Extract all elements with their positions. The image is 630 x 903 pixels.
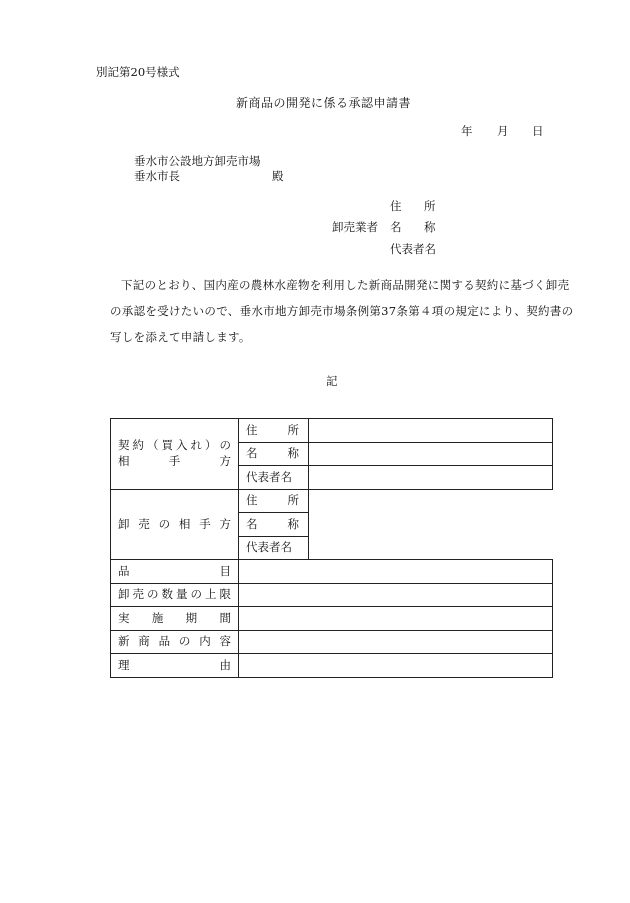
label-char: 称 — [287, 446, 299, 460]
label-char: 住 — [246, 493, 258, 507]
label-char: の — [178, 634, 191, 648]
applicant-address-label-2: 所 — [424, 199, 436, 213]
reason-field[interactable] — [239, 654, 553, 678]
label-char: 目 — [219, 563, 231, 578]
label-char: 品 — [158, 634, 171, 648]
partner-sale-blank-area — [309, 489, 553, 560]
partner-sale-char: 方 — [219, 516, 231, 531]
table-row — [111, 419, 553, 443]
table-row — [111, 489, 553, 513]
label-char: 内 — [199, 634, 211, 648]
partner-sale-char: 売 — [138, 516, 150, 531]
table-row — [111, 583, 553, 607]
partner-purchase-char: れ — [190, 437, 202, 452]
product-content-field[interactable] — [239, 630, 553, 654]
table-row — [111, 607, 553, 631]
table-row — [111, 630, 553, 654]
partner-sale-representative-label: 代表者名 — [239, 536, 309, 560]
label-char: 理 — [118, 657, 130, 672]
label-char: 量 — [176, 587, 188, 601]
partner-sale-label — [111, 489, 239, 560]
partner-purchase-char: 買 — [161, 437, 173, 452]
date-year-label: 年 — [461, 124, 473, 138]
label-char: 施 — [151, 610, 164, 625]
partner-sale-address-label — [239, 489, 309, 513]
partner-purchase-char: （ — [147, 437, 159, 452]
label-char: 名 — [246, 516, 258, 531]
product-content-label — [111, 630, 239, 654]
partner-purchase-label — [111, 419, 239, 490]
partner-purchase-address-label — [239, 419, 309, 443]
partner-purchase-char: 入 — [176, 437, 188, 452]
label-char: 称 — [287, 516, 299, 531]
partner-sale-char: 相 — [178, 516, 191, 531]
label-char: 数 — [161, 587, 173, 601]
partner-sale-char: 手 — [199, 516, 211, 531]
addressee-honorific: 殿 — [272, 169, 284, 183]
partner-sale-name-label — [239, 513, 309, 537]
ki-marker: 記 — [326, 374, 338, 388]
label-char: 間 — [219, 610, 231, 625]
label-char: 期 — [185, 610, 198, 625]
reason-label — [111, 654, 239, 678]
label-char: 品 — [118, 563, 130, 578]
partner-sale-char: 卸 — [118, 516, 130, 531]
period-field[interactable] — [239, 607, 553, 631]
quantity-limit-label — [111, 583, 239, 607]
label-char: 新 — [118, 634, 130, 648]
label-char: 限 — [219, 587, 231, 601]
item-field[interactable] — [239, 560, 553, 584]
label-char: 容 — [219, 634, 231, 648]
label-char: 住 — [246, 422, 258, 437]
label-char: 由 — [219, 657, 231, 672]
label-char: 実 — [118, 610, 130, 625]
partner-purchase-representative-field[interactable] — [309, 466, 553, 490]
label-char: の — [147, 587, 159, 601]
partner-purchase-char: 約 — [132, 437, 144, 452]
body-line-3: 写しを添えて申請します。 — [110, 330, 251, 344]
label-char: の — [190, 587, 202, 601]
item-label — [111, 560, 239, 584]
partner-purchase-char: の — [219, 437, 231, 452]
partner-purchase-char: 契 — [118, 437, 130, 452]
application-table — [110, 418, 553, 678]
table-row — [111, 654, 553, 678]
body-line-1: 下記のとおり、国内産の農林水産物を利用した新商品開発に関する契約に基づく卸売 — [121, 278, 570, 292]
label-char: 所 — [287, 422, 299, 437]
applicant-name-label-1: 名 — [390, 220, 402, 234]
partner-purchase-char: ） — [205, 437, 217, 452]
partner-purchase-char: 手 — [168, 454, 181, 469]
label-char: 商 — [138, 634, 150, 648]
partner-purchase-representative-label: 代表者名 — [239, 466, 309, 490]
partner-purchase-char: 相 — [118, 454, 130, 469]
applicant-name-label-2: 称 — [424, 220, 436, 234]
form-number: 別記第20号様式 — [96, 65, 180, 79]
applicant-representative-label: 代表者名 — [390, 242, 436, 256]
label-char: 所 — [287, 493, 299, 507]
partner-purchase-name-label — [239, 442, 309, 466]
addressee-mayor: 垂水市長 — [134, 169, 180, 183]
partner-purchase-address-field[interactable] — [309, 419, 553, 443]
partner-sale-char: の — [158, 516, 171, 531]
date-month-label: 月 — [497, 124, 509, 138]
label-char: 上 — [205, 587, 217, 601]
document-title: 新商品の開発に係る承認申請書 — [236, 96, 412, 110]
table-row — [111, 560, 553, 584]
label-char: 名 — [246, 446, 258, 460]
addressee-market: 垂水市公設地方卸売市場 — [134, 154, 261, 168]
label-char: 卸 — [118, 587, 130, 601]
quantity-limit-field[interactable] — [239, 583, 553, 607]
applicant-address-label-1: 住 — [390, 199, 402, 213]
partner-purchase-char: 方 — [219, 454, 231, 469]
applicant-group-label: 卸売業者 — [332, 220, 378, 234]
period-label — [111, 607, 239, 631]
partner-purchase-name-field[interactable] — [309, 442, 553, 466]
label-char: 売 — [132, 587, 144, 601]
date-day-label: 日 — [532, 124, 544, 138]
body-line-2: の承認を受けたいので、垂水市地方卸売市場条例第37条第４項の規定により、契約書の — [110, 304, 574, 318]
